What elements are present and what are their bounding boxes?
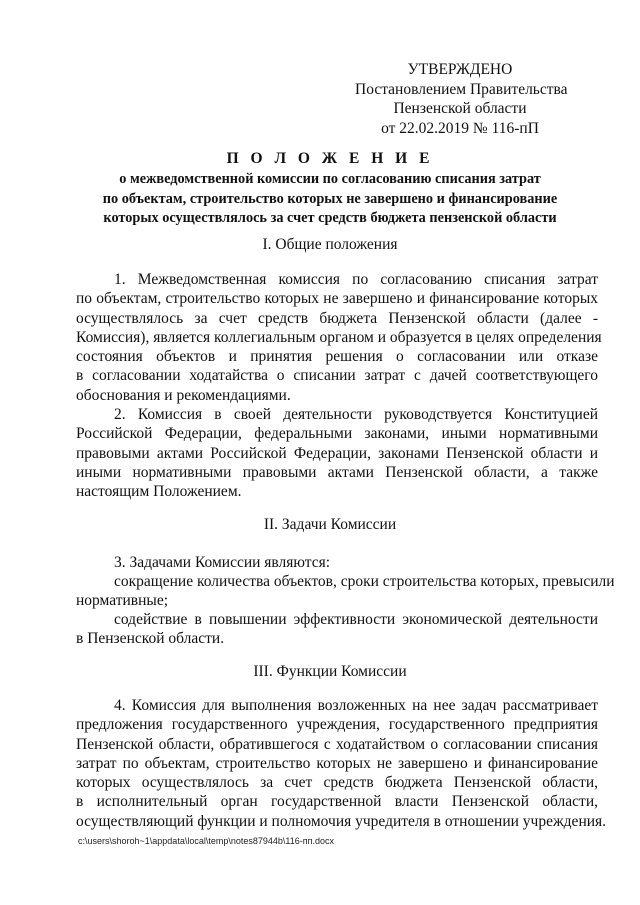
paragraph-line: иными нормативными правовыми актами Пензенской области, а также — [76, 463, 598, 481]
paragraph-2 — [76, 405, 598, 501]
paragraph-line: Пензенской области, обратившегося с ходатайством о согласовании списания — [76, 735, 598, 753]
subtitle-line: которых осуществлялось за счет средств бюджета пензенской области — [103, 210, 557, 226]
paragraph-line: в исполнительный орган государственной власти Пензенской области, — [76, 793, 598, 811]
paragraph-line: настоящим Положением. — [76, 483, 242, 501]
paragraph-line: которых осуществлялось за счет средств бюджета Пензенской области, — [76, 774, 598, 792]
paragraph-line: осуществлялось за счет средств бюджета Пензенской области (далее - — [76, 309, 598, 327]
paragraph-line: сокращение количества объектов, сроки строительства которых, превысили — [114, 573, 615, 590]
paragraph-line: осуществляющий функции и полномочия учредителя в отношении учреждения. — [76, 812, 607, 830]
paragraph-line: затрат по объектам, строительство которых не завершено и финансирование — [76, 754, 598, 772]
paragraph-1 — [76, 270, 602, 405]
paragraph-line: состояния объектов и принятия решения о согласовании или отказе — [76, 348, 598, 366]
paragraph-line: предложения государственного учреждения, государственного предприятия — [76, 716, 598, 734]
paragraph-line: в Пензенской области. — [76, 630, 225, 648]
approval-region: Пензенской области — [393, 100, 527, 117]
paragraph-line: 3. Задачами Комиссии являются: — [114, 554, 331, 571]
paragraph-line: в согласовании ходатайства о списании затрат с дачей соответствующего — [76, 367, 598, 385]
paragraph-task-2 — [76, 610, 598, 649]
subtitle-line: о межведомственной комиссии по согласованию списания затрат — [119, 171, 541, 187]
section-heading-functions: III. Функции Комиссии — [253, 663, 407, 680]
paragraph-line: 2. Комиссия в своей деятельности руководствуется Конституцией — [114, 406, 598, 423]
section-heading-tasks: II. Задачи Комиссии — [263, 516, 397, 533]
paragraph-line: 1. Межведомственная комиссия по согласованию списания затрат — [114, 271, 598, 288]
approval-authority: Постановлением Правительства — [355, 80, 568, 98]
paragraph-4 — [76, 696, 607, 831]
approval-block — [355, 60, 568, 138]
approval-date-number: от 22.02.2019 № 116-пП — [381, 119, 539, 137]
footer-file-path: c:\users\shoroh~1\appdata\local\temp\notes87944b\116-пп.docx — [78, 836, 334, 846]
document-subtitle — [0, 170, 640, 229]
paragraph-line: по объектам, строительство которых не завершено и финансирование которых — [76, 290, 598, 308]
approval-stamp-title: УТВЕРЖДЕНО — [407, 61, 513, 78]
section-heading-general: I. Общие положения — [262, 236, 398, 253]
paragraph-line: нормативные; — [76, 592, 169, 610]
paragraph-line: правовыми актами Российской Федерации, законами Пензенской области и — [76, 444, 598, 462]
paragraph-line: 4. Комиссия для выполнения возложенных на нее задач рассматривает — [114, 697, 598, 714]
subtitle-line: по объектам, строительство которых не завершено и финансирование — [102, 190, 558, 207]
paragraph-line: Комиссия), является коллегиальным органом и образуется в целях определения — [76, 328, 602, 346]
paragraph-3 — [76, 553, 598, 572]
paragraph-task-1 — [76, 572, 615, 611]
paragraph-line: обоснования и рекомендациями. — [76, 386, 291, 404]
paragraph-line: содействие в повышении эффективности экономической деятельности — [114, 611, 598, 628]
paragraph-line: Российской Федерации, федеральными законами, иными нормативными — [76, 425, 598, 443]
document-title: П О Л О Ж Е Н И Е — [226, 150, 434, 167]
